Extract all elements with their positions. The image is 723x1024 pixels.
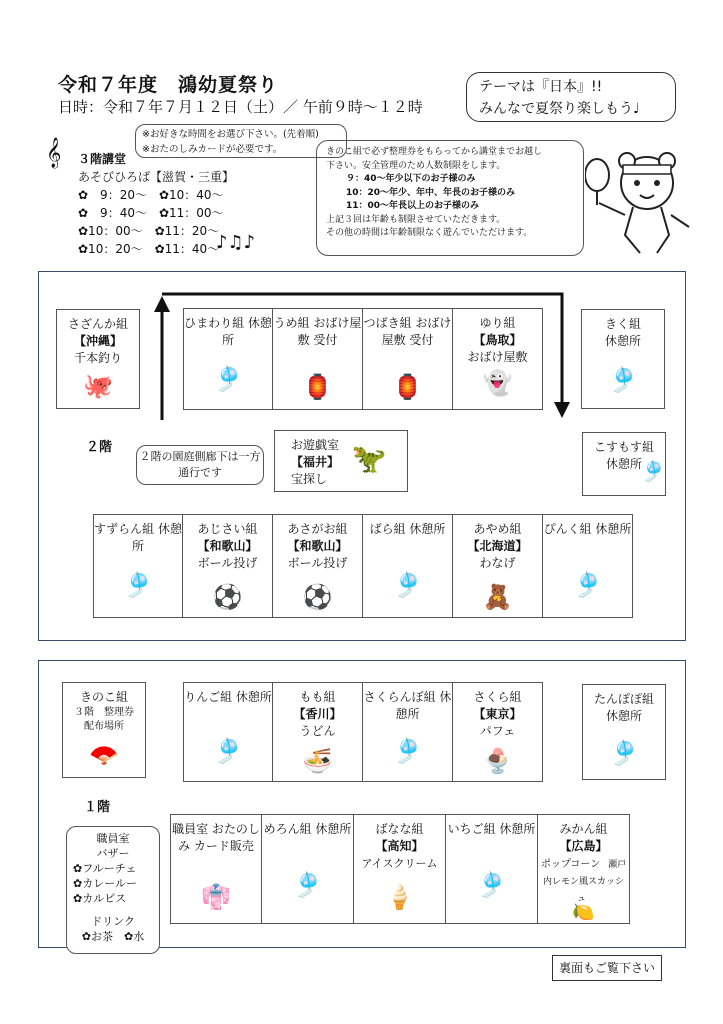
ball-icon: ⚽ xyxy=(302,583,333,611)
see-back-note: 裏面もご覧下さい xyxy=(552,955,662,981)
room-name: きのこ組 xyxy=(79,690,128,704)
room-kiku xyxy=(581,309,665,409)
room-activity: 休憩所 xyxy=(605,457,642,471)
note2-line5: 11：00〜年長以上のお子様のみ xyxy=(346,201,480,211)
floor2-bottom-rooms xyxy=(93,514,633,618)
room-activity: 休憩所 xyxy=(605,709,642,723)
room-name: ばなな組 xyxy=(375,822,424,836)
room-name: 職員室 xyxy=(172,822,209,836)
room-banana xyxy=(354,814,446,924)
room-name: あじさい組 xyxy=(197,522,258,536)
room-ume xyxy=(273,308,363,410)
ticket-note xyxy=(316,140,584,256)
room-ayame xyxy=(453,514,543,618)
room-prefecture: 【和歌山】 xyxy=(197,539,258,553)
room-suzuran xyxy=(93,514,183,618)
room-note-2: 配布場所 xyxy=(84,721,124,732)
room-prefecture: 【福井】 xyxy=(291,455,340,469)
wind-chime-icon: 🎐 xyxy=(292,871,323,899)
oneway-bubble: ２階の園庭側廊下は一方通行です xyxy=(136,445,264,485)
room-name: ひまわり組 xyxy=(184,316,245,330)
udon-bowl-icon: 🍜 xyxy=(302,747,333,775)
room-ringo xyxy=(183,682,273,782)
room-activity: 休憩所 xyxy=(409,522,446,536)
wind-chime-icon: 🎐 xyxy=(213,737,243,765)
note2-line7: その他の時間は年齢制限なく遊んでいただけます。 xyxy=(326,228,533,238)
event-date: 日時：令和７年７月１２日（土）／ 午前９時〜１２時 xyxy=(58,98,423,116)
treble-clef-icon: 𝄞 xyxy=(46,138,62,168)
room-name: あやめ組 xyxy=(473,522,522,536)
room-asobi xyxy=(274,430,408,492)
room-name: ばら組 xyxy=(369,522,406,536)
bazaar-item: ✿カレールー xyxy=(73,877,137,890)
ball-icon: ⚽ xyxy=(212,583,243,611)
drink-items: ✿お茶 ✿水 xyxy=(81,930,145,943)
room-staff xyxy=(170,814,262,924)
room-pink xyxy=(543,514,633,618)
bazaar-item: ✿フルーチェ xyxy=(73,862,137,875)
bazaar-bubble xyxy=(66,826,160,954)
room-prefecture: 【香川】 xyxy=(293,707,342,721)
floor2-top-rooms xyxy=(183,308,543,410)
room-activity: ボール投げ xyxy=(287,556,348,570)
room-momo xyxy=(273,682,363,782)
room-activity: 休憩所 xyxy=(235,690,272,704)
page-title: 令和７年度 鴻幼夏祭り xyxy=(58,74,279,96)
room-melon xyxy=(262,814,354,924)
bazaar-item: ✿カルピス xyxy=(73,892,127,905)
bazaar-subtitle: バザー xyxy=(96,847,130,860)
wind-chime-icon: 🎐 xyxy=(609,739,639,767)
room-name: ぴんく組 xyxy=(543,522,592,536)
schedule-row: ✿ 9：40〜 ✿11：00〜 xyxy=(78,206,224,220)
room-name: もも組 xyxy=(299,690,336,704)
note2-line4: 10：20〜年少、年中、年長のお子様のみ xyxy=(346,187,516,198)
octopus-icon: 🐙 xyxy=(83,372,113,400)
ghost-icon: 👻 xyxy=(482,369,513,397)
room-bara xyxy=(363,514,453,618)
room-activity-2: 受付 xyxy=(409,333,434,347)
floor1-label: １階 xyxy=(84,800,111,815)
floor1-top-rooms xyxy=(183,682,543,782)
room-activity: ポップコーン xyxy=(540,859,601,870)
room-activity-2: 瀬戸内レモン風スカッシュ xyxy=(543,860,627,904)
happi-coat-icon: 👘 xyxy=(201,883,231,911)
room-sakura xyxy=(453,682,543,782)
note1-line1: ※お好きな時間をお選び下さい。(先着順) xyxy=(142,129,319,140)
room-tanpopo xyxy=(582,684,666,780)
room-name: すずらん組 xyxy=(94,522,155,536)
room-prefecture: 【沖縄】 xyxy=(73,334,122,348)
wind-chime-icon: 🎐 xyxy=(392,571,423,599)
room-mikan xyxy=(538,814,630,924)
note2-line3: ９：40〜年少以下のお子様のみ xyxy=(346,174,476,184)
room-prefecture: 【東京】 xyxy=(473,707,522,721)
uchiwa-fan-icon: 🪭 xyxy=(89,741,119,769)
wind-chime-icon: 🎐 xyxy=(640,459,666,483)
room-activity: うどん xyxy=(299,724,336,738)
room-activity: 休憩所 xyxy=(221,316,272,347)
lemon-icon: 🍋 xyxy=(572,902,595,923)
schedule-place: あそびひろば【滋賀・三重】 xyxy=(78,170,235,184)
drink-title: ドリンク xyxy=(91,915,135,928)
room-name: お遊戯室 xyxy=(291,438,340,452)
lantern-icon: 🏮 xyxy=(392,373,423,401)
theme-line2: みんなで夏祭り楽しもう♩ xyxy=(479,101,640,117)
room-name: うめ組 xyxy=(273,316,310,330)
room-kinoko xyxy=(62,682,146,778)
schedule-title: ３階講堂 xyxy=(78,152,127,166)
mascot-illustration xyxy=(585,135,695,260)
room-name: こすもす組 xyxy=(593,440,654,454)
room-activity: わなげ xyxy=(479,556,516,570)
room-yuri xyxy=(453,308,543,410)
floor1-bottom-rooms xyxy=(170,814,630,924)
room-activity: おばけ屋敷 xyxy=(297,316,362,347)
wind-chime-icon: 🎐 xyxy=(572,571,603,599)
room-activity: 休憩所 xyxy=(315,822,352,836)
theme-line1: テーマは『日本』!! xyxy=(479,79,603,95)
parfait-icon: 🍨 xyxy=(482,747,513,775)
room-name: つばき組 xyxy=(363,316,412,330)
room-activity: ボール投げ xyxy=(197,556,258,570)
room-name: さくらんぼ組 xyxy=(363,690,436,704)
schedule-row: ✿10：20〜 ✿11：40〜 xyxy=(78,242,220,256)
room-ajisai xyxy=(183,514,273,618)
room-sakuranbo xyxy=(363,682,453,782)
room-prefecture: 【北海道】 xyxy=(467,539,528,553)
room-activity-2: カード販売 xyxy=(193,839,254,853)
theme-bubble xyxy=(466,72,676,122)
wind-chime-icon: 🎐 xyxy=(608,366,638,394)
note2-line6: 上記３回は年齢も制限させていただきます。 xyxy=(326,214,506,225)
room-name: たんぽぽ組 xyxy=(593,692,654,706)
room-activity: パフェ xyxy=(479,724,516,738)
wind-chime-icon: 🎐 xyxy=(213,365,243,393)
room-activity: 宝探し xyxy=(291,472,328,486)
room-name: きく組 xyxy=(604,317,641,331)
room-prefecture: 【高知】 xyxy=(375,839,424,853)
wind-chime-icon: 🎐 xyxy=(476,871,507,899)
note2-line1: きのこ組で必ず整理券をもらってから講堂までお越し xyxy=(326,147,543,157)
wind-chime-icon: 🎐 xyxy=(123,571,153,599)
music-notes-icon: ♪♫♪ xyxy=(216,232,256,253)
note2-line2: 下さい。安全管理のため人数制限をします。 xyxy=(326,160,506,171)
room-ichigo xyxy=(446,814,538,924)
room-activity: 休憩所 xyxy=(131,522,182,553)
ice-cream-icon: 🍦 xyxy=(384,883,415,911)
room-note: ３階 整理券 xyxy=(74,707,134,718)
wind-chime-icon: 🎐 xyxy=(392,737,423,765)
room-name: いちご組 xyxy=(447,822,496,836)
room-tsubaki xyxy=(363,308,453,410)
room-prefecture: 【和歌山】 xyxy=(287,539,348,553)
room-activity: 休憩所 xyxy=(395,690,452,721)
auditorium-schedule xyxy=(78,150,258,258)
room-activity: 休憩所 xyxy=(604,334,641,348)
floor2-label: ２階 xyxy=(86,440,113,455)
room-activity-2: 受付 xyxy=(313,333,338,347)
room-asagao xyxy=(273,514,363,618)
room-activity: おばけ屋敷 xyxy=(467,350,528,364)
bazaar-title: 職員室 xyxy=(96,832,130,845)
dinosaur-icon: 🦖 xyxy=(351,442,387,475)
room-activity: おばけ屋敷 xyxy=(381,316,452,347)
room-activity: 休憩所 xyxy=(595,522,632,536)
schedule-row: ✿ 9：20〜 ✿10：40〜 xyxy=(78,188,224,202)
room-name: さくら組 xyxy=(473,690,522,704)
room-name: めろん組 xyxy=(263,822,312,836)
room-activity: 休憩所 xyxy=(499,822,536,836)
room-sazanka xyxy=(56,309,140,409)
ring-toss-icon: 🧸 xyxy=(482,583,513,611)
room-name: みかん組 xyxy=(559,822,608,836)
note1-line2: ※おたのしみカードが必要です。 xyxy=(142,144,283,155)
room-himawari xyxy=(183,308,273,410)
room-kosumosu xyxy=(582,432,666,496)
room-name: りんご組 xyxy=(184,690,233,704)
schedule-row: ✿10：00〜 ✿11：20〜 xyxy=(78,224,220,238)
room-prefecture: 【広島】 xyxy=(559,839,608,853)
room-name: さざんか組 xyxy=(67,317,128,331)
room-prefecture: 【鳥取】 xyxy=(473,333,522,347)
room-name: あさがお組 xyxy=(287,522,348,536)
room-activity: アイスクリーム xyxy=(361,857,438,870)
room-name: ゆり組 xyxy=(479,316,516,330)
lantern-icon: 🏮 xyxy=(302,373,333,401)
room-activity: 千本釣り xyxy=(73,351,122,365)
room-activity: おたのしみ xyxy=(178,822,260,853)
